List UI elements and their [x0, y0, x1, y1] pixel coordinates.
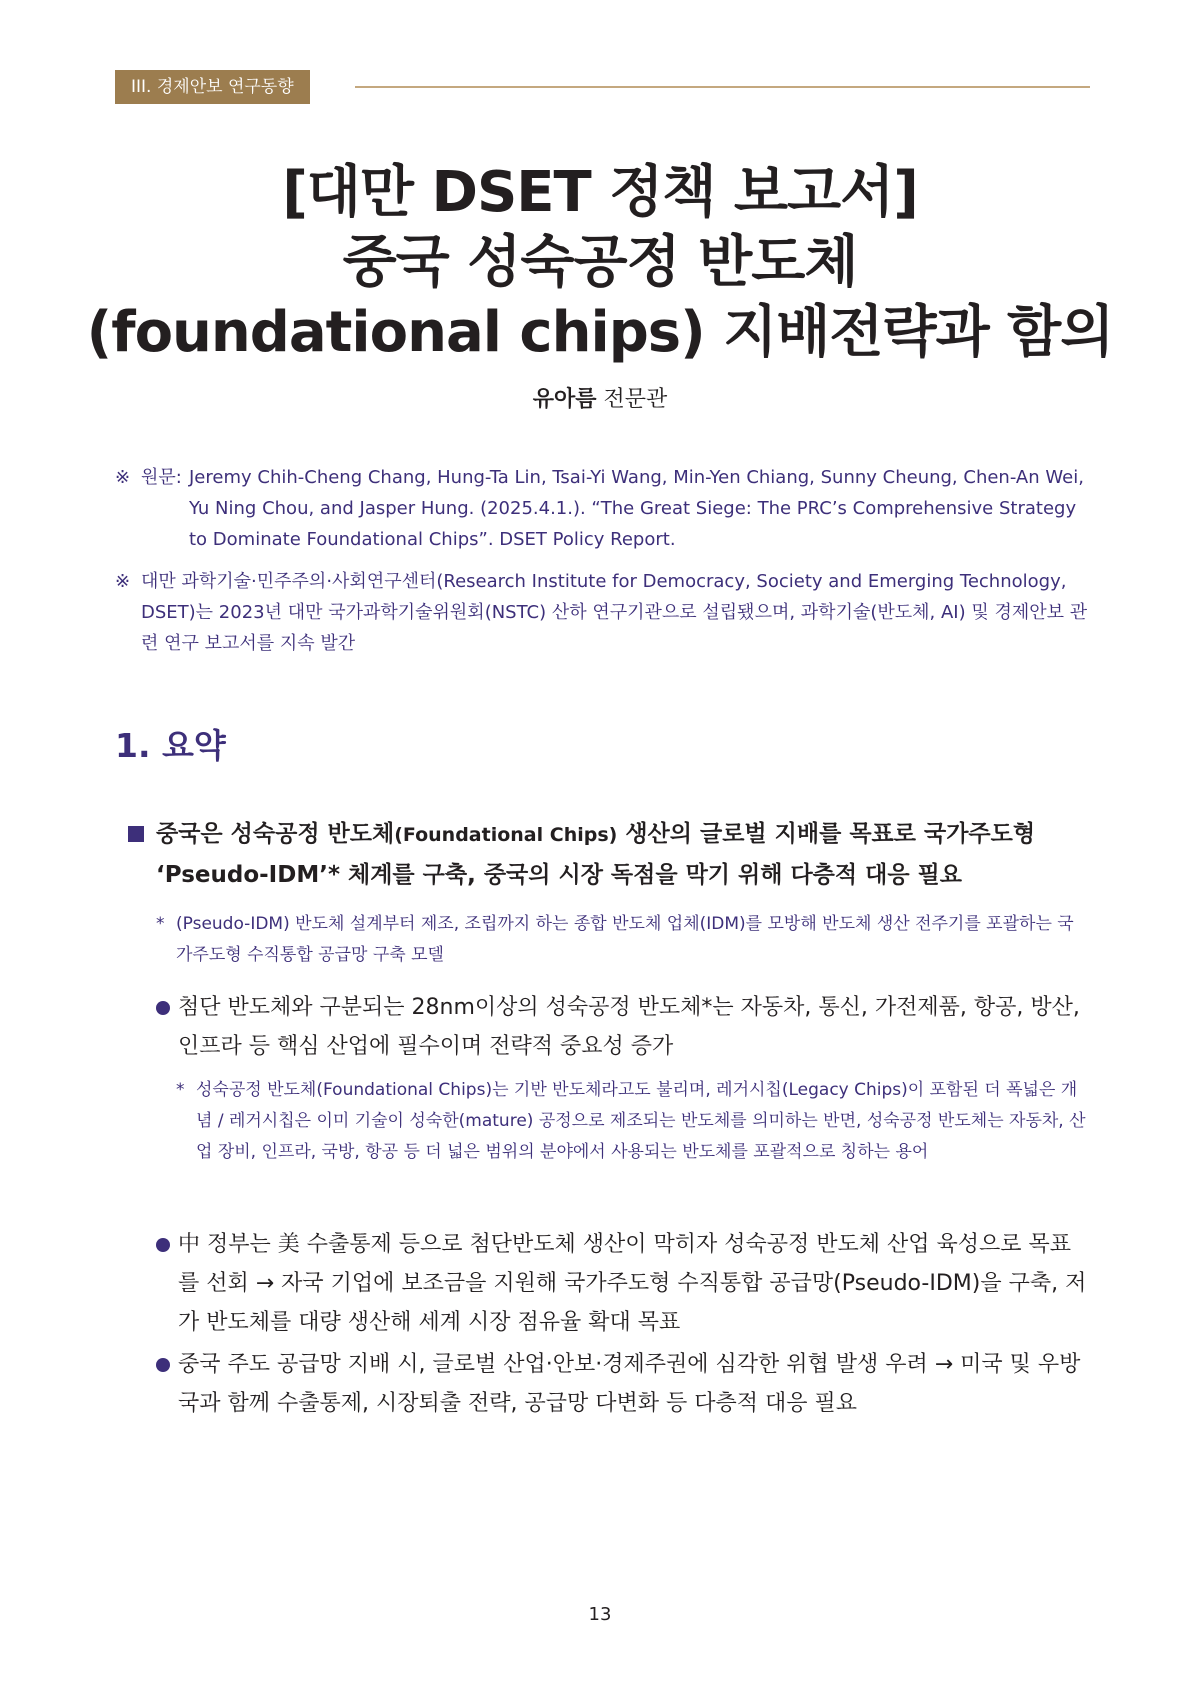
title-line-2: 중국 성숙공정 반도체: [342, 230, 858, 295]
title-line-3: (foundational chips) 지배전략과 함의: [86, 300, 1114, 365]
footnote-mark: *: [176, 1080, 185, 1100]
page-title: [60, 158, 1140, 368]
round-bullet-icon: [156, 1238, 170, 1252]
author-line: [0, 382, 1200, 413]
main-bullet-part-2: (Foundational Chips): [394, 824, 618, 846]
title-line-1: [대만 DSET 정책 보고서]: [282, 160, 918, 225]
page-number: 13: [588, 1604, 612, 1625]
sub-bullet-text: 中 정부는 美 수출통제 등으로 첨단반도체 생산이 막히자 성숙공정 반도체 산업 육성으로 목표를 선회 → 자국 기업에 보조금을 지원해 국가주도형 수직통합 공급망(Pseudo-IDM)을 구축, 저가 반도체를 대량 생산해 세계 시장 점유율 확대 목표: [178, 1232, 1087, 1335]
section-header: [115, 70, 1090, 104]
footnote-foundational-chips: [176, 1075, 1090, 1168]
sub-bullet-text: 중국 주도 공급망 지배 시, 글로벌 산업·안보·경제주권에 심각한 위협 발생 우려 → 미국 및 우방국과 함께 수출통제, 시장퇴출 전략, 공급망 다변화 등 다층적 대응 필요: [178, 1352, 1081, 1416]
section-tag: III. 경제안보 연구동향: [115, 70, 310, 104]
sub-bullet: [156, 1225, 1090, 1342]
round-bullet-icon: [156, 1001, 170, 1015]
square-bullet-icon: [128, 826, 144, 842]
section-heading: 1. 요약: [115, 726, 226, 765]
footnote-text: 성숙공정 반도체(Foundational Chips)는 기반 반도체라고도 불리며, 레거시칩(Legacy Chips)이 포함된 더 폭넓은 개념 / 레거시칩은 이미 기술이 성숙한(mature) 공정으로 제조되는 반도체를 의미하는 반면, 성숙공정 반도체는 자동차, 산업 장비, 인프라, 국방, 항공 등 더 넓은 범위의 분야에서 사용되는 반도체를 포괄적으로 칭하는 용어: [196, 1080, 1086, 1162]
source-note: [115, 462, 1095, 555]
main-bullet-text: [156, 814, 1090, 895]
institute-note: [115, 566, 1095, 659]
footnote-pseudo-idm: [156, 909, 1090, 971]
footnote-text: (Pseudo-IDM) 반도체 설계부터 제조, 조립까지 하는 종합 반도체 업체(IDM)를 모방해 반도체 생산 전주기를 포괄하는 국가주도형 수직통합 공급망 구축 모델: [176, 914, 1074, 965]
main-bullet: [128, 814, 1090, 895]
author-role: 전문관: [603, 387, 668, 412]
header-divider: [355, 86, 1090, 88]
round-bullet-icon: [156, 1358, 170, 1372]
main-bullet-part-3: 생산의 글로벌 지배를 목표로 국가주도형 ‘Pseudo-IDM’* 체계를 구축, 중국의 시장 독점을 막기 위해 다층적 대응 필요: [156, 821, 1036, 888]
sub-bullet: [156, 1345, 1090, 1423]
source-citation: Jeremy Chih-Cheng Chang, Hung-Ta Lin, Tsai-Yi Wang, Min-Yen Chiang, Sunny Cheung, Chen-An Wei, Yu Ning Chou, and Jasper Hung. (2025.4.1.). “The Great Siege: The PRC’s Comprehensive Strategy to Dominate Foundational Chips”. DSET Policy Report.: [189, 467, 1084, 550]
footnote-mark: *: [156, 914, 165, 934]
reference-mark: ※: [115, 571, 131, 592]
institute-description: 대만 과학기술·민주주의·사회연구센터(Research Institute for Democracy, Society and Emerging Technology, DSET)는 2023년 대만 국가과학기술위원회(NSTC) 산하 연구기관으로 설립됐으며, 과학기술(반도체, AI) 및 경제안보 관련 연구 보고서를 지속 발간: [141, 571, 1088, 654]
sub-bullet: [156, 988, 1090, 1066]
source-label: 원문:: [141, 467, 182, 488]
main-bullet-part-1: 중국은 성숙공정 반도체: [156, 821, 395, 847]
author-name: 유아름: [532, 387, 597, 412]
reference-mark: ※: [115, 467, 131, 488]
sub-bullet-text: 첨단 반도체와 구분되는 28nm이상의 성숙공정 반도체*는 자동차, 통신, 가전제품, 항공, 방산, 인프라 등 핵심 산업에 필수이며 전략적 중요성 증가: [178, 995, 1080, 1059]
